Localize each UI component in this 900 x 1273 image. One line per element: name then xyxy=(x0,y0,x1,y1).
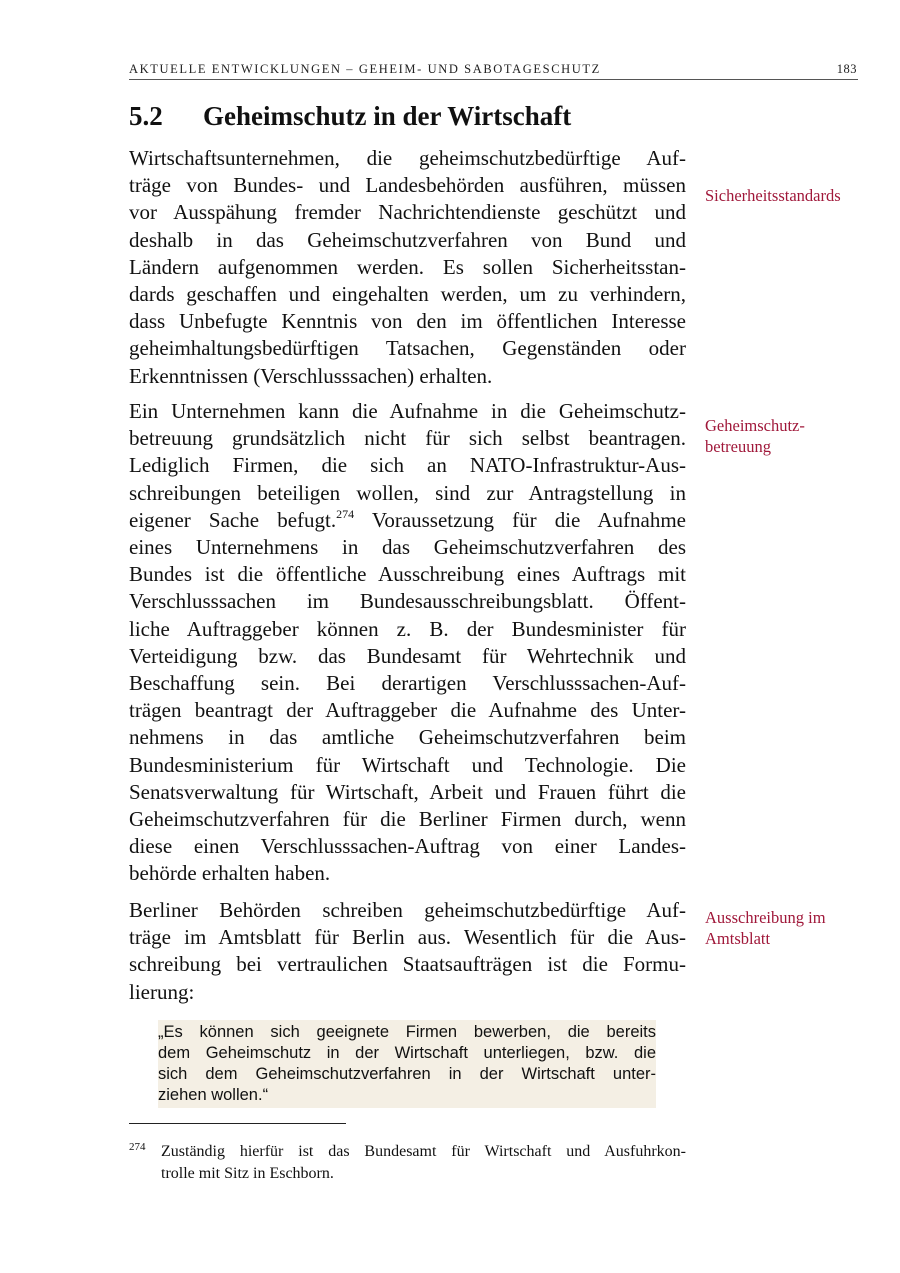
footnote-rule xyxy=(129,1123,346,1124)
text-line: Verteidigung bzw. das Bundesamt für Wehrtechnik und xyxy=(129,643,686,668)
running-header xyxy=(129,62,857,77)
text-line: Verschlusssachen im Bundesausschreibungsblatt. Öffent- xyxy=(129,589,686,614)
text-line: träge von Bundes- und Landesbehörden ausführen, müssen xyxy=(129,173,686,198)
quoted-wording xyxy=(158,1020,656,1108)
margin-note-ausschreibung xyxy=(705,907,865,949)
footnote-line: trolle mit Sitz in Eschborn. xyxy=(161,1164,334,1182)
text-line-with-footnote-ref xyxy=(129,507,686,534)
text-line: schreibungen beteiligen wollen, sind zur Antragstellung in xyxy=(129,480,686,505)
quote-line: sich dem Geheimschutzverfahren in der Wirtschaft unter- xyxy=(158,1065,656,1083)
text-line: trägen beantragt der Auftraggeber die Aufnahme des Unter- xyxy=(129,698,686,723)
paragraph-1 xyxy=(129,145,686,390)
quote-line: „Es können sich geeignete Firmen bewerben, die bereits xyxy=(158,1023,656,1041)
text-segment: Voraussetzung für die Aufnahme xyxy=(354,507,686,532)
margin-note-line: Geheimschutz- xyxy=(705,416,805,435)
margin-note-line: Amtsblatt xyxy=(705,929,771,948)
text-line: eines Unternehmens in das Geheimschutzverfahren des xyxy=(129,535,686,560)
text-line: Wirtschaftsunternehmen, die geheimschutzbedürftige Auf- xyxy=(129,146,686,170)
quote-line: dem Geheimschutz in der Wirtschaft unterliegen, bzw. die xyxy=(158,1044,656,1062)
margin-note-sicherheitsstandards xyxy=(705,185,865,206)
text-line: Senatsverwaltung für Wirtschaft, Arbeit und Frauen führt die xyxy=(129,779,686,804)
text-line: Bundes ist die öffentliche Ausschreibung eines Auftrags mit xyxy=(129,562,686,587)
margin-note-line: betreuung xyxy=(705,437,771,456)
text-line: dass Unbefugte Kenntnis von den im öffentlichen Interesse xyxy=(129,309,686,334)
footnote-text xyxy=(161,1141,686,1184)
quote-line: ziehen wollen.“ xyxy=(158,1086,269,1104)
text-line: Berliner Behörden schreiben geheimschutzbedürftige Auf- xyxy=(129,898,686,922)
section-number: 5.2 xyxy=(129,101,163,131)
text-line: geheimhaltungsbedürftigen Tatsachen, Gegenständen oder xyxy=(129,336,686,361)
section-heading xyxy=(129,101,571,132)
text-line: Bundesministerium für Wirtschaft und Technologie. Die xyxy=(129,752,686,777)
text-line: deshalb in das Geheimschutzverfahren von Bund und xyxy=(129,227,686,252)
text-line: Ländern aufgenommen werden. Es sollen Sicherheitsstan- xyxy=(129,254,686,279)
text-line: Ein Unternehmen kann die Aufnahme in die Geheimschutz- xyxy=(129,399,686,423)
footnote-number: 274 xyxy=(129,1141,146,1153)
text-line: Erkenntnissen (Verschlusssachen) erhalten. xyxy=(129,363,493,388)
footnote-line: Zuständig hierfür ist das Bundesamt für Wirtschaft und Ausfuhrkon- xyxy=(161,1143,686,1160)
section-title: Geheimschutz in der Wirtschaft xyxy=(203,101,572,131)
footnote-274 xyxy=(129,1141,686,1184)
text-line: behörde erhalten haben. xyxy=(129,861,331,886)
margin-note-geheimschutzbetreuung xyxy=(705,415,865,457)
text-line: liche Auftraggeber können z. B. der Bundesminister für xyxy=(129,616,686,641)
text-line: betreuung grundsätzlich nicht für sich selbst beantragen. xyxy=(129,426,686,451)
text-segment: eigener Sache befugt. xyxy=(129,507,337,532)
header-rule xyxy=(129,79,858,80)
footnote-reference[interactable]: 274 xyxy=(336,506,355,521)
text-line: Beschaffung sein. Bei derartigen Verschlusssachen-Auf- xyxy=(129,671,686,696)
margin-note-line: Ausschreibung im xyxy=(705,908,826,927)
text-line: dards geschaffen und eingehalten werden, um zu verhindern, xyxy=(129,282,686,307)
text-line: Geheimschutzverfahren für die Berliner Firmen durch, wenn xyxy=(129,807,686,832)
text-line: Lediglich Firmen, die sich an NATO-Infrastruktur-Aus- xyxy=(129,453,686,478)
text-line: schreibung bei vertraulichen Staatsaufträgen ist die Formu- xyxy=(129,952,686,977)
running-title: AKTUELLE ENTWICKLUNGEN – GEHEIM- UND SABOTAGESCHUTZ xyxy=(129,62,601,76)
text-line: träge im Amtsblatt für Berlin aus. Wesentlich für die Aus- xyxy=(129,925,686,950)
paragraph-3 xyxy=(129,897,686,1006)
text-line: vor Ausspähung fremder Nachrichtendienste geschützt und xyxy=(129,200,686,225)
text-line: nehmens in das amtliche Geheimschutzverfahren beim xyxy=(129,725,686,750)
paragraph-2 xyxy=(129,398,686,888)
page-number: 183 xyxy=(836,62,857,76)
text-line: lierung: xyxy=(129,979,195,1004)
margin-note-line: Sicherheitsstandards xyxy=(705,186,841,205)
text-line: diese einen Verschlusssachen-Auftrag von einer Landes- xyxy=(129,834,686,859)
